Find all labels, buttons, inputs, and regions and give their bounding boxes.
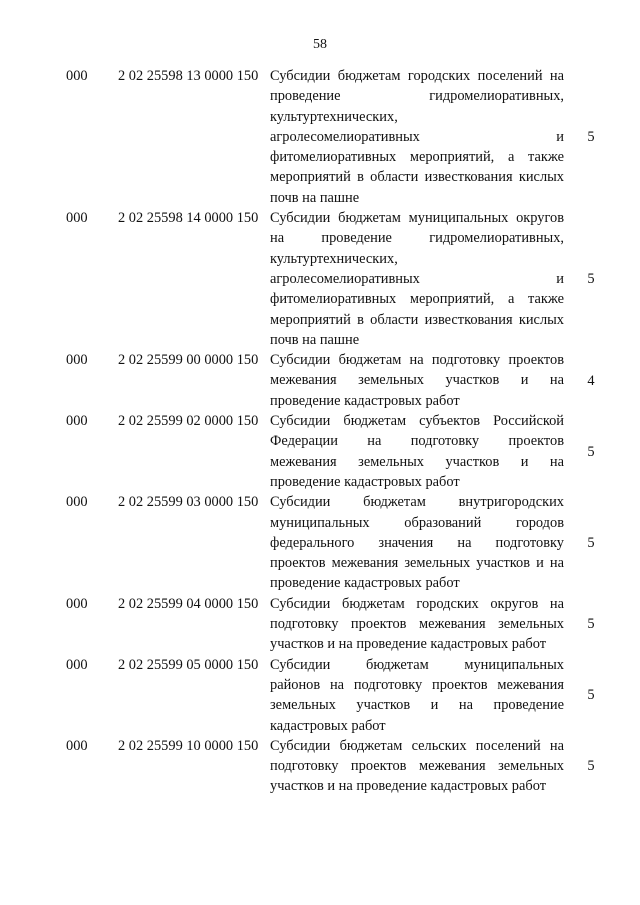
description-line: культуртехнических,	[270, 250, 398, 267]
description-line: культуртехнических,	[270, 108, 398, 125]
value-cell: 5	[587, 534, 595, 551]
description-line: межевания земельных участков и на	[270, 372, 564, 389]
budget-classification-code: 2 02 25599 00 0000 150	[118, 352, 259, 369]
income-description	[270, 411, 564, 492]
table-row	[0, 208, 640, 350]
value-cell: 5	[587, 271, 595, 288]
description-line: агролесомелиоративных и	[270, 128, 564, 145]
description-line: участков и на проведение кадастровых работ	[270, 636, 546, 653]
income-description	[270, 736, 564, 797]
income-description	[270, 655, 564, 736]
description-line: кадастровых работ	[270, 717, 386, 734]
admin-code: 000	[66, 352, 88, 369]
description-line: проведение кадастровых работ	[270, 392, 460, 409]
value-cell: 5	[587, 687, 595, 704]
budget-classification-code: 2 02 25598 14 0000 150	[118, 210, 259, 227]
budget-classification-code: 2 02 25599 02 0000 150	[118, 413, 259, 430]
table-row	[0, 655, 640, 736]
income-description	[270, 492, 564, 593]
description-line: Федерации на подготовку проектов	[270, 433, 564, 450]
description-line: подготовку проектов межевания земельных	[270, 758, 564, 775]
table-row	[0, 736, 640, 797]
description-line: Субсидии бюджетам сельских поселений на	[270, 737, 564, 754]
page-number: 58	[313, 37, 327, 52]
description-line: подготовку проектов межевания земельных	[270, 616, 564, 633]
admin-code: 000	[66, 656, 88, 673]
description-line: Субсидии бюджетам городских округов на	[270, 595, 564, 612]
description-line: почв на пашне	[270, 189, 360, 206]
budget-classification-code: 2 02 25599 05 0000 150	[118, 656, 259, 673]
value-cell: 4	[587, 372, 595, 389]
admin-code: 000	[66, 595, 88, 612]
description-line: почв на пашне	[270, 331, 360, 348]
value-cell: 5	[587, 616, 595, 633]
income-description	[270, 594, 564, 655]
budget-classification-code: 2 02 25599 04 0000 150	[118, 595, 259, 612]
description-line: фитомелиоративных мероприятий, а также	[270, 149, 564, 166]
table-row	[0, 594, 640, 655]
description-line: проведение гидромелиоративных,	[270, 88, 564, 105]
description-line: мероприятий в области известкования кислых	[270, 311, 564, 328]
admin-code: 000	[66, 413, 88, 430]
value-cell: 5	[587, 443, 595, 460]
income-description	[270, 208, 564, 350]
description-line: на проведение гидромелиоративных,	[270, 230, 564, 247]
description-line: межевания земельных участков и на	[270, 453, 564, 470]
table-row	[0, 492, 640, 593]
description-line: земельных участков и на проведение	[270, 697, 564, 714]
description-line: проектов межевания земельных участков и на	[270, 555, 564, 572]
description-line: Субсидии бюджетам городских поселений на	[270, 68, 564, 84]
table-row	[0, 66, 640, 208]
description-line: проведение кадастровых работ	[270, 473, 460, 490]
admin-code: 000	[66, 68, 88, 84]
description-line: Субсидии бюджетам субъектов Российской	[270, 413, 564, 430]
budget-classification-code: 2 02 25599 03 0000 150	[118, 494, 259, 511]
description-line: агролесомелиоративных и	[270, 270, 564, 287]
income-description	[270, 350, 564, 411]
description-line: муниципальных образований городов	[270, 514, 564, 531]
admin-code: 000	[66, 737, 88, 754]
description-line: участков и на проведение кадастровых работ	[270, 778, 546, 795]
budget-code-table	[0, 66, 640, 797]
admin-code: 000	[66, 494, 88, 511]
value-cell: 5	[587, 129, 595, 146]
table-row	[0, 350, 640, 411]
budget-classification-code: 2 02 25598 13 0000 150	[118, 68, 259, 84]
description-line: проведение кадастровых работ	[270, 575, 460, 592]
table-row	[0, 411, 640, 492]
description-line: мероприятий в области известкования кислых	[270, 169, 564, 186]
value-cell: 5	[587, 758, 595, 775]
description-line: районов на подготовку проектов межевания	[270, 676, 564, 693]
description-line: федерального значения на подготовку	[270, 534, 564, 551]
income-description	[270, 66, 564, 208]
budget-classification-code: 2 02 25599 10 0000 150	[118, 737, 259, 754]
description-line: Субсидии бюджетам муниципальных	[270, 656, 564, 673]
description-line: фитомелиоративных мероприятий, а также	[270, 291, 564, 308]
description-line: Субсидии бюджетам на подготовку проектов	[270, 352, 564, 369]
admin-code: 000	[66, 210, 88, 227]
description-line: Субсидии бюджетам внутригородских	[270, 494, 564, 511]
description-line: Субсидии бюджетам муниципальных округов	[270, 210, 564, 227]
